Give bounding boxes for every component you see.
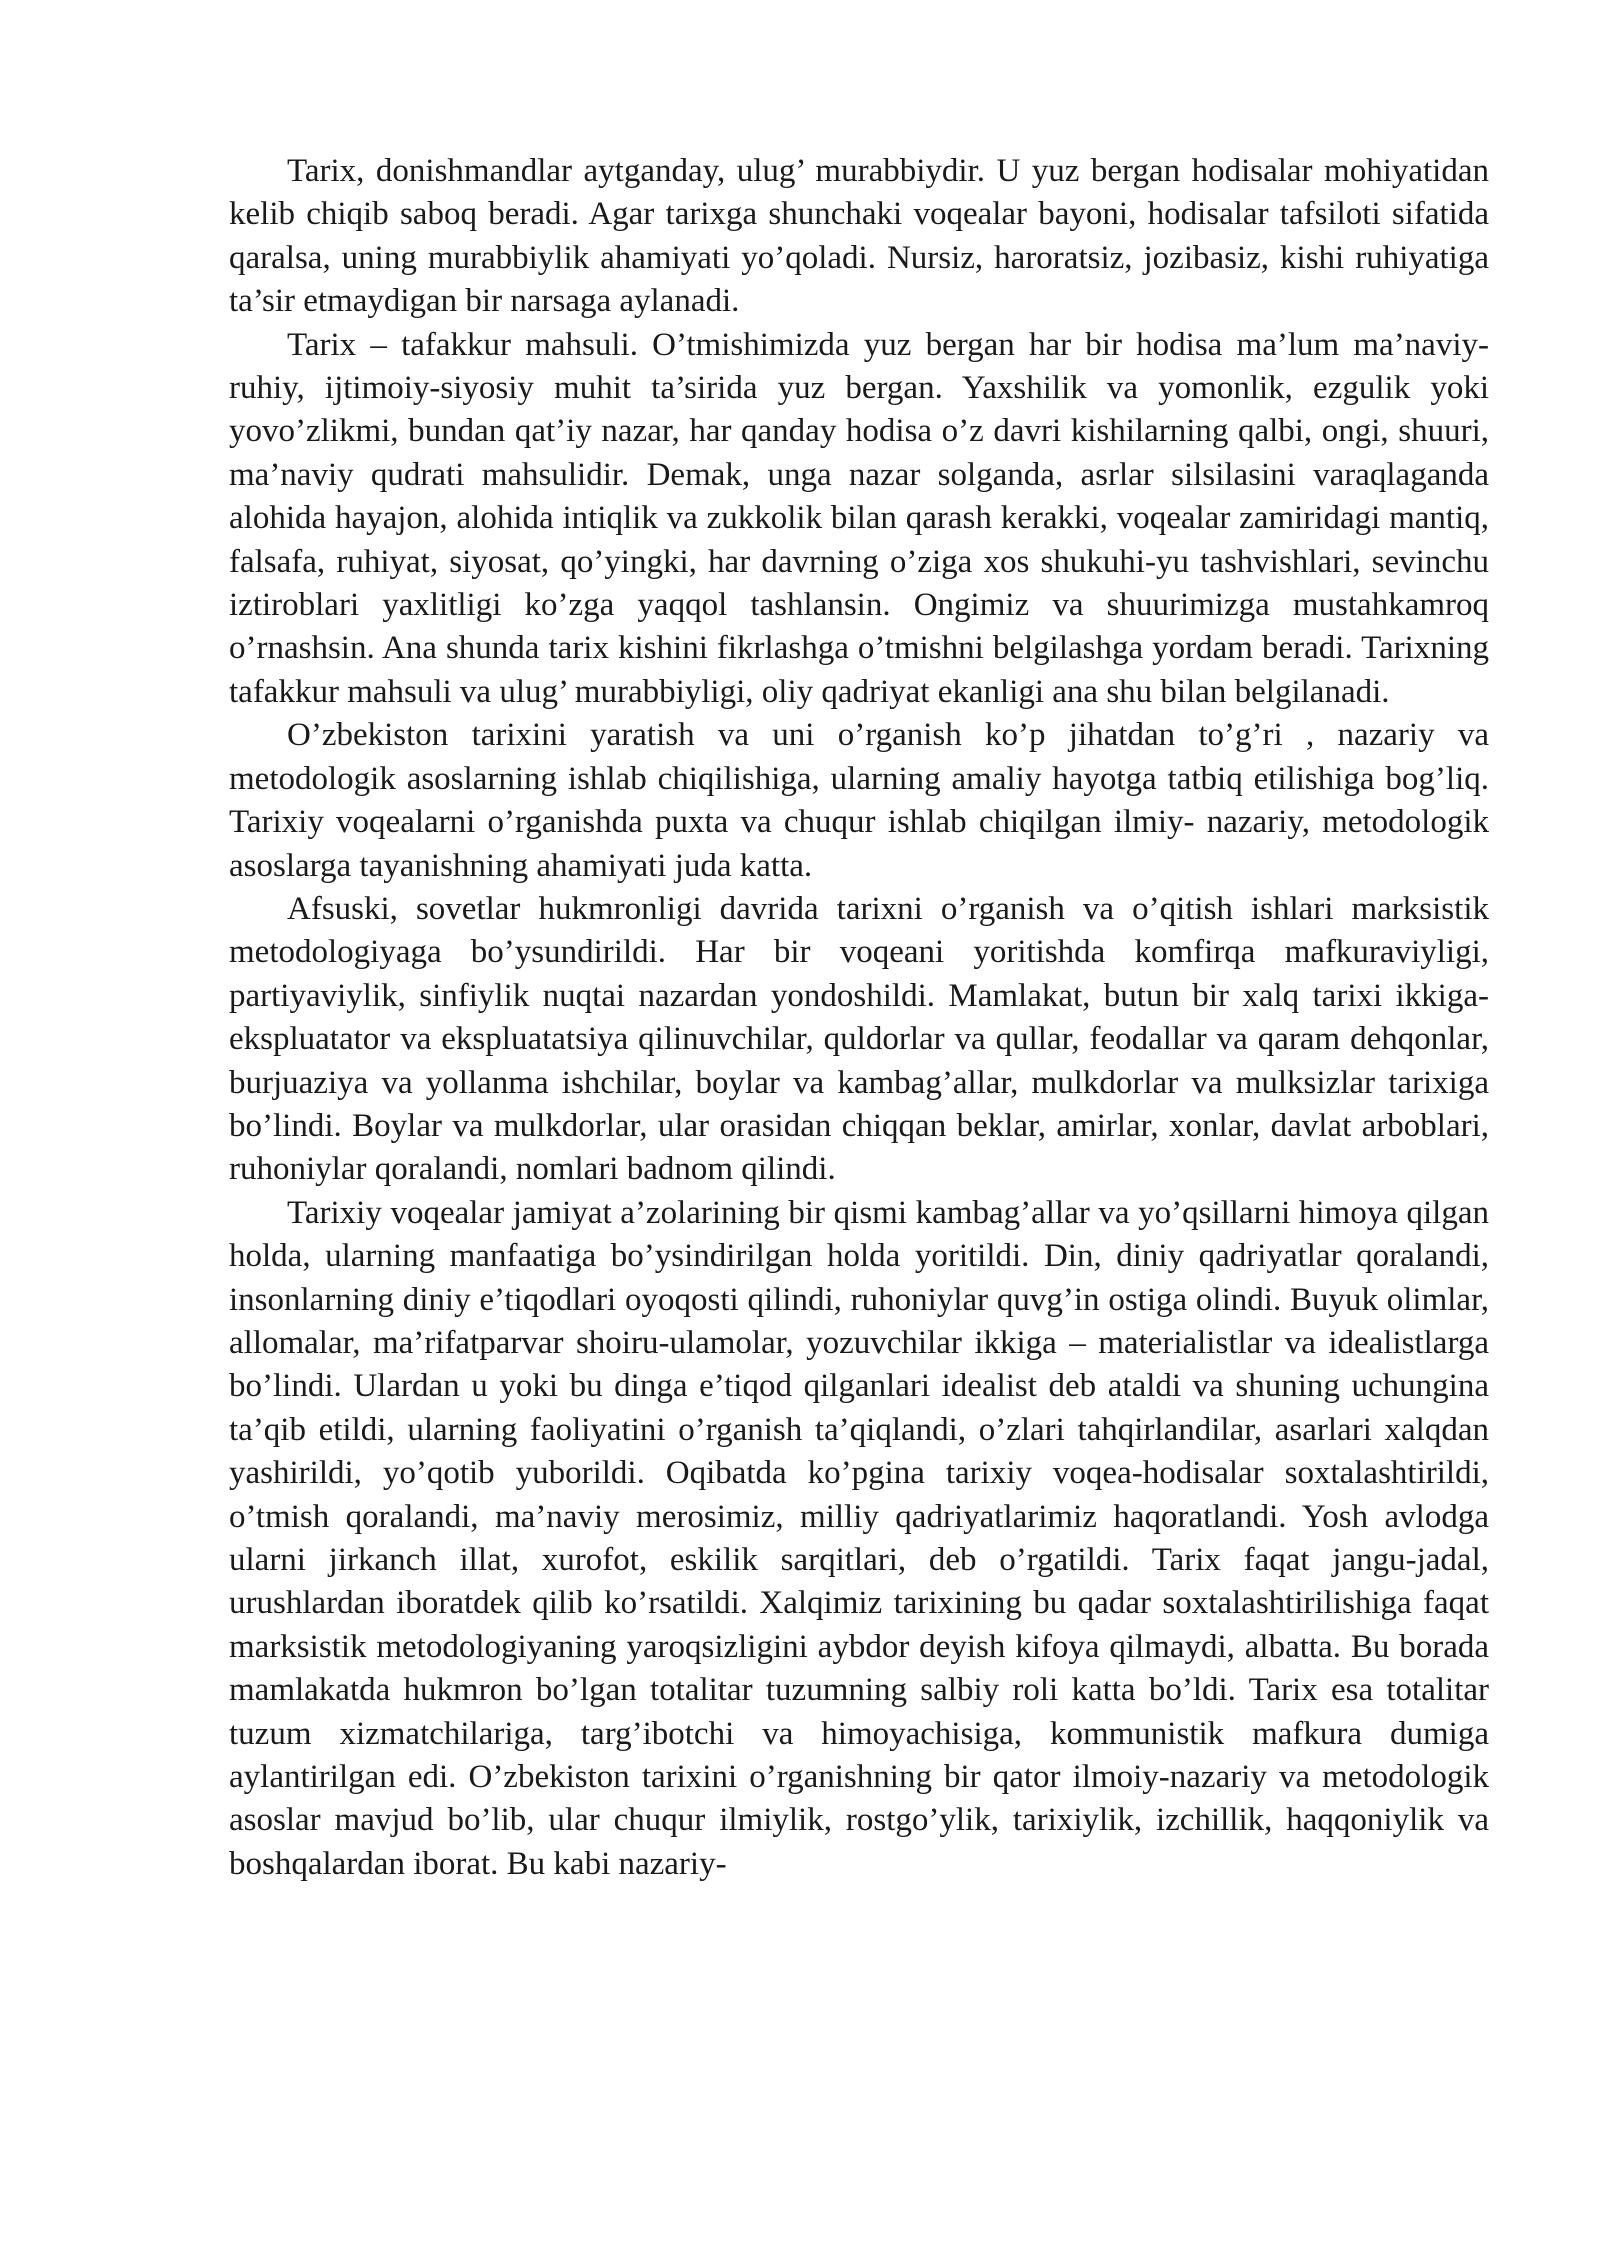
- paragraph-metodologik-asoslar: O’zbekiston tarixini yaratish va uni o’rganish ko’p jihatdan to’g’ri , nazariy va metodologik asoslarning ishlab chiqilishiga, ularning amaliy hayotga tatbiq etilishiga bog’liq. Tarixiy voqealarni o’rganishda puxta va chuqur ishlab chiqilgan ilmiy- nazariy, metodologik asoslarga tayanishning ahamiyati juda katta.: [229, 717, 1489, 884]
- document-page: [229, 150, 1489, 1886]
- paragraph-tarix-murabbiy: Tarix, donishmandlar aytganday, ulug’ murabbiydir. U yuz bergan hodisalar mohiyatidan kelib chiqib saboq beradi. Agar tarixga shunchaki voqealar bayoni, hodisalar tafsiloti sifatida qaralsa, uning murabbiylik ahamiyati yo’qoladi. Nursiz, haroratsiz, jozibasiz, kishi ruhiyatiga ta’sir etmaydigan bir narsaga aylanadi.: [229, 153, 1489, 320]
- paragraph-tarixiy-voqealar: Tarixiy voqealar jamiyat a’zolarining bir qismi kambag’allar va yo’qsillarni himoya qilgan holda, ularning manfaatiga bo’ysindirilgan holda yoritildi. Din, diniy qadriyatlar qoralandi, insonlarning diniy e’tiqodlari oyoqosti qilindi, ruhoniylar quvg’in ostiga olindi. Buyuk olimlar, allomalar, ma’rifatparvar shoiru-ulamolar, yozuvchilar ikkiga – materialistlar va idealistlarga bo’lindi. Ulardan u yoki bu dinga e’tiqod qilganlari idealist deb ataldi va shuning uchungina ta’qib etildi, ularning faoliyatini o’rganish ta’qiqlandi, o’zlari tahqirlandilar, asarlari xalqdan yashirildi, yo’qotib yuborildi. Oqibatda ko’pgina tarixiy voqea-hodisalar soxtalashtirildi, o’tmish qoralandi, ma’naviy merosimiz, milliy qadriyatlarimiz haqoratlandi. Yosh avlodga ularni jirkanch illat, xurofot, eskilik sarqitlari, deb o’rgatildi. Tarix faqat jangu-jadal, urushlardan iboratdek qilib ko’rsatildi. Xalqimiz tarixining bu qadar soxtalashtirilishiga faqat marksistik metodologiyaning yaroqsizligini aybdor deyish kifoya qilmaydi, albatta. Bu borada mamlakatda hukmron bo’lgan totalitar tuzumning salbiy roli katta bo’ldi. Tarix esa totalitar tuzum xizmatchilariga, targ’ibotchi va himoyachisiga, kommunistik mafkura dumiga aylantirilgan edi. O’zbekiston tarixini o’rganishning bir qator ilmoiy-nazariy va metodologik asoslar mavjud bo’lib, ular chuqur ilmiylik, rostgo’ylik, tarixiylik, izchillik, haqqoniylik va boshqalardan iborat. Bu kabi nazariy-: [229, 1194, 1489, 1882]
- paragraph-tafakkur-mahsuli: Tarix – tafakkur mahsuli. O’tmishimizda yuz bergan har bir hodisa ma’lum ma’naviy-ruhiy, ijtimoiy-siyosiy muhit ta’sirida yuz bergan. Yaxshilik va yomonlik, ezgulik yoki yovo’zlikmi, bundan qat’iy nazar, har qanday hodisa o’z davri kishilarning qalbi, ongi, shuuri, ma’naviy qudrati mahsulidir. Demak, unga nazar solganda, asrlar silsilasini varaqlaganda alohida hayajon, alohida intiqlik va zukkolik bilan qarash kerakki, voqealar zamiridagi mantiq, falsafa, ruhiyat, siyosat, qo’yingki, har davrning o’ziga xos shukuhi-yu tashvishlari, sevinchu iztiroblari yaxlitligi ko’zga yaqqol tashlansin. Ongimiz va shuurimizga mustahkamroq o’rnashsin. Ana shunda tarix kishini fikrlashga o’tmishni belgilashga yordam beradi. Tarixning tafakkur mahsuli va ulug’ murabbiyligi, oliy qadriyat ekanligi ana shu bilan belgilanadi.: [229, 326, 1489, 710]
- paragraph-sovetlar-davri: Afsuski, sovetlar hukmronligi davrida tarixni o’rganish va o’qitish ishlari marksistik metodologiyaga bo’ysundirildi. Har bir voqeani yoritishda komfirqa mafkuraviyligi, partiyaviylik, sinfiylik nuqtai nazardan yondoshildi. Mamlakat, butun bir xalq tarixi ikkiga-ekspluatator va ekspluatatsiya qilinuvchilar, quldorlar va qullar, feodallar va qaram dehqonlar, burjuaziya va yollanma ishchilar, boylar va kambag’allar, mulkdorlar va mulksizlar tarixiga bo’lindi. Boylar va mulkdorlar, ular orasidan chiqqan beklar, amirlar, xonlar, davlat arboblari, ruhoniylar qoralandi, nomlari badnom qilindi.: [229, 890, 1489, 1188]
